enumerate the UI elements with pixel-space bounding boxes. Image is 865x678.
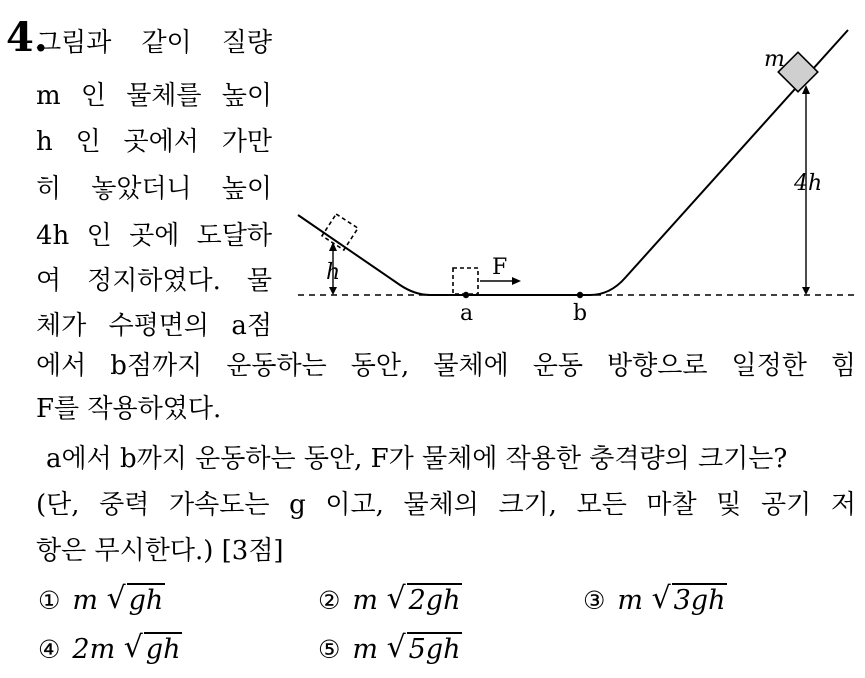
choice-marker: ③ [583,586,606,615]
choice-radicand: gh [145,634,181,665]
question-ask: a에서 b까지 운동하는 동안, F가 물체에 작용한 충격량의 크기는? [46,444,788,474]
stem-line: m 인 물체를 높이 [36,81,272,111]
question-number: 4. [6,14,48,61]
choice-coef: m [352,634,379,665]
label-4h: 4h [794,171,823,196]
choice-2[interactable] [318,581,462,616]
question-condition-end: 항은 무시한다.) [3점] [36,536,284,566]
sqrt-icon: √ 2gh [386,581,461,616]
stem-line: 4h 인 곳에 도달하 [36,221,272,251]
sqrt-icon: √ gh [123,630,181,665]
stem-line: 히 놓았더니 높이 [36,174,272,204]
choice-coef: m [617,585,644,616]
choice-radicand: gh [128,585,164,616]
stem-line: 체가 수평면의 a점 [36,311,272,341]
sqrt-icon: √ 5gh [386,630,461,665]
label-b: b [573,301,588,326]
stem-line-full: F를 작용하였다. [36,394,222,424]
choice-marker: ① [38,586,61,615]
label-F: F [492,255,508,280]
label-a: a [460,301,474,326]
choice-radicand: 5gh [408,634,461,665]
choice-coef: m [72,585,99,616]
choice-coef: m [352,585,379,616]
choice-radicand: 2gh [408,585,461,616]
choice-5[interactable] [318,630,462,665]
point-b [577,292,583,298]
sqrt-icon: √ 3gh [651,581,726,616]
stem-line: 그림과 같이 질량 [36,28,272,58]
choice-marker: ② [318,586,341,615]
label-h: h [326,260,341,285]
stem-line-full: 에서 b점까지 운동하는 동안, 물체에 운동 방향으로 일정한 힘 [36,351,856,381]
stem-line: 여 정지하였다. 물 [36,266,272,296]
block-at-a-dashed [453,268,478,294]
choice-1[interactable] [38,581,165,616]
choice-coef: 2m [72,634,116,665]
choice-3[interactable] [583,581,727,616]
choice-marker: ④ [38,635,61,664]
stem-line: h 인 곳에서 가만 [36,127,272,157]
label-m: m [764,47,785,72]
choice-radicand: 3gh [673,585,726,616]
question-condition: (단, 중력 가속도는 g 이고, 물체의 크기, 모든 마찰 및 공기 저 [36,490,856,520]
point-a [463,292,469,298]
choice-marker: ⑤ [318,635,341,664]
choice-4[interactable] [38,630,182,665]
sqrt-icon: √ gh [106,581,164,616]
